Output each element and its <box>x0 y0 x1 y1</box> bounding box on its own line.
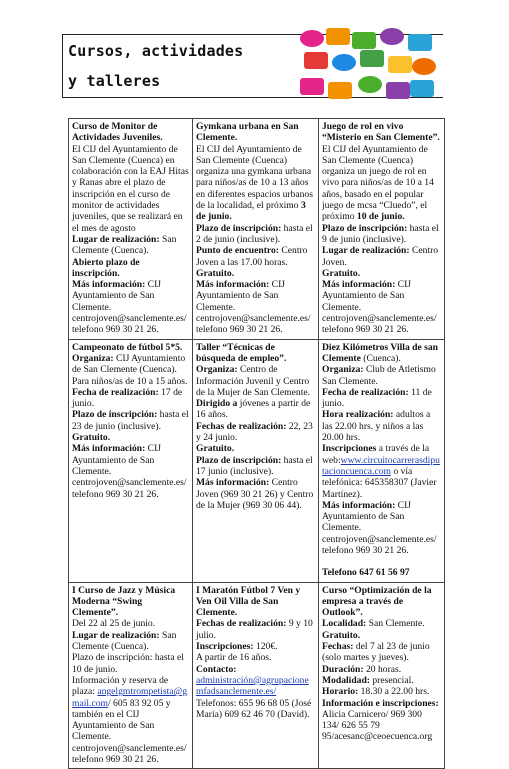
table-row <box>69 339 445 582</box>
music-notes-icon <box>328 82 352 99</box>
activity-title: Curso de Monitor de Actividades Juveniles. <box>72 121 163 144</box>
activity-title: Campeonato de fútbol 5*5. <box>72 341 183 353</box>
activity-cell: Juego de rol en vivo “Misterio en San Clemente”. El CIJ del Ayuntamiento de San Clemente (Cuenca) organiza un juego de rol en vivo para niños/as de 10 a 14 años, basado en el popular juego de mcsa “Cluedo”, el próximo 10 de junio. Plazo de inscripción: hasta el 9 de junio (inclusive). Lugar de realización: Centro Joven. Gratuito. Más información: CIJ Ayuntamiento de San Clemente. centrojoven@sanclemente.es/ telefono 969 30 21 26. <box>319 119 445 340</box>
runner-icon <box>304 52 328 69</box>
page-title-line1: Cursos, actividades <box>68 42 244 60</box>
activity-cell: Campeonato de fútbol 5*5. Organiza: CIJ Ayuntamiento de San Clemente (Cuenca). Para niños/as de 10 a 15 años. Fecha de realización: 17 de junio. Plazo de inscripción: hasta el 23 de junio (inclusive). Gratuito. Más información: CIJ Ayuntamiento de San Clemente. centrojoven@sanclemente.es/ telefono 969 30 21 26. <box>69 339 193 582</box>
music-notes-icon <box>326 28 350 45</box>
table-row <box>69 582 445 769</box>
activities-collage <box>300 28 434 104</box>
activity-title: I Maratón Fútbol 7 Ven y Ven Oil Villa de San Clemente. <box>196 584 301 619</box>
email-link[interactable]: administración@agrupacionemfadsanclemente.es/ <box>196 674 309 698</box>
dancer-icon <box>408 34 432 51</box>
masks-icon <box>300 30 324 47</box>
activity-title: Curso “Optimización de la empresa a través de Outlook”. <box>322 584 432 619</box>
theater-icon <box>386 82 410 99</box>
dancer-icon <box>410 80 434 97</box>
race-website-link[interactable]: www.circuitocarrerasdiputacioncuenca.com <box>322 454 440 477</box>
activity-cell: Diez Kilómetros Villa de san Clemente (Cuenca). Organiza: Club de Atletismo San Clemente. Fecha de realización: 11 de junio. Hora realización: adultos a las 22.00 hrs. y niños a las 20.00 hrs. Inscripciones a través de la web:www.circuitocarrerasdiputacioncuenca.com o vía telefónica: 645358307 (Javier Martínez). Más información: CIJ Ayuntamiento de San Clemente. centrojoven@sanclemente.es/ telefono 969 30 21 26. Telefono 647 61 56 97 <box>319 339 445 582</box>
activity-title: Taller “Técnicas de búsqueda de empleo”. <box>196 341 287 364</box>
activity-title: Diez Kilómetros Villa de san Clemente <box>322 341 439 364</box>
page-title-line2: y talleres <box>68 72 161 90</box>
palette-icon <box>358 76 382 93</box>
swimmer-icon <box>332 54 356 71</box>
activity-cell: I Curso de Jazz y Música Moderna “Swing Clemente”. Del 22 al 25 de junio. Lugar de realización: San Clemente (Cuenca). Plazo de inscripción: hasta el 10 de junio. Información y reserva de plaza: angelgmtrompetista@gmail.com/ 605 83 92 05 y también en el CIJ Ayuntamiento de San Clemente. centrojoven@sanclemente.es/ telefono 969 30 21 26. <box>69 582 193 769</box>
theater-icon <box>380 28 404 45</box>
activity-cell: Curso “Optimización de la empresa a través de Outlook”. Localidad: San Clemente. Gratuito. Fechas: del 7 al 23 de junio (solo martes y jueves). Duración: 20 horas. Modalidad: presencial. Horario: 18.30 a 22.00 hrs. Información e inscripciones: Alicia Carnicero/ 969 300 134/ 626 55 79 95/acesanc@ceoecuenca.org <box>319 582 445 769</box>
tennis-icon <box>388 56 412 73</box>
email-link[interactable]: angelgmtrompetista@gmail.com <box>72 686 188 709</box>
activity-cell: Taller “Técnicas de búsqueda de empleo”. Organiza: Centro de Información Juvenil y Centro de la Mujer de San Clemente. Dirigido a jóvenes a partir de 16 años. Fechas de realización: 22, 23 y 24 junio. Gratuito. Plazo de inscripción: hasta el 17 junio (inclusive). Más información: Centro Joven (969 30 21 26) y Centro de la Mujer (969 30 06 44). <box>193 339 319 582</box>
palette-icon <box>352 32 376 49</box>
activity-cell: Curso de Monitor de Actividades Juveniles. El CIJ del Ayuntamiento de San Clemente (Cuenca) en colaboración con la EAJ Hitas y Ranas abre el plazo de inscripción en el curso de monitor de actividades juveniles, que se realizará en el mes de agosto Lugar de realización: San Clemente (Cuenca). Abierto plazo de inscripción. Más información: CIJ Ayuntamiento de San Clemente. centrojoven@sanclemente.es/ telefono 969 30 21 26. <box>69 119 193 340</box>
table-row <box>69 119 445 340</box>
activity-cell: I Maratón Fútbol 7 Ven y Ven Oil Villa de San Clemente. Fechas de realización: 9 y 10 julio. Inscripciones: 120€. A partir de 16 años. Contacto: administración@agrupacionemfadsanclemente.es/ Telefonos: 655 96 68 05 (José María) 609 62 46 70 (David). <box>193 582 319 769</box>
football-icon <box>360 50 384 67</box>
activity-cell: Gymkana urbana en San Clemente. El CIJ del Ayuntamiento de San Clemente (Cuenca) organiza una gymkana urbana para niños/as de 10 a 13 años en diferentes espacios urbanos de la localidad, el próximo 3 de junio. Plazo de inscripción: hasta el 2 de junio (inclusive). Punto de encuentro: Centro Joven a las 17.00 horas. Gratuito. Más información: CIJ Ayuntamiento de San Clemente. centrojoven@sanclemente.es/ telefono 969 30 21 26. <box>193 119 319 340</box>
masks-icon <box>300 78 324 95</box>
activities-table <box>68 118 445 769</box>
camera-icon <box>412 58 436 75</box>
activity-title: I Curso de Jazz y Música Moderna “Swing Clemente”. <box>72 584 176 619</box>
activity-title: Juego de rol en vivo “Misterio en San Clemente”. <box>322 121 440 144</box>
phone-number: Telefono 647 61 56 97 <box>322 567 410 579</box>
activity-title: Gymkana urbana en San Clemente. <box>196 121 299 144</box>
